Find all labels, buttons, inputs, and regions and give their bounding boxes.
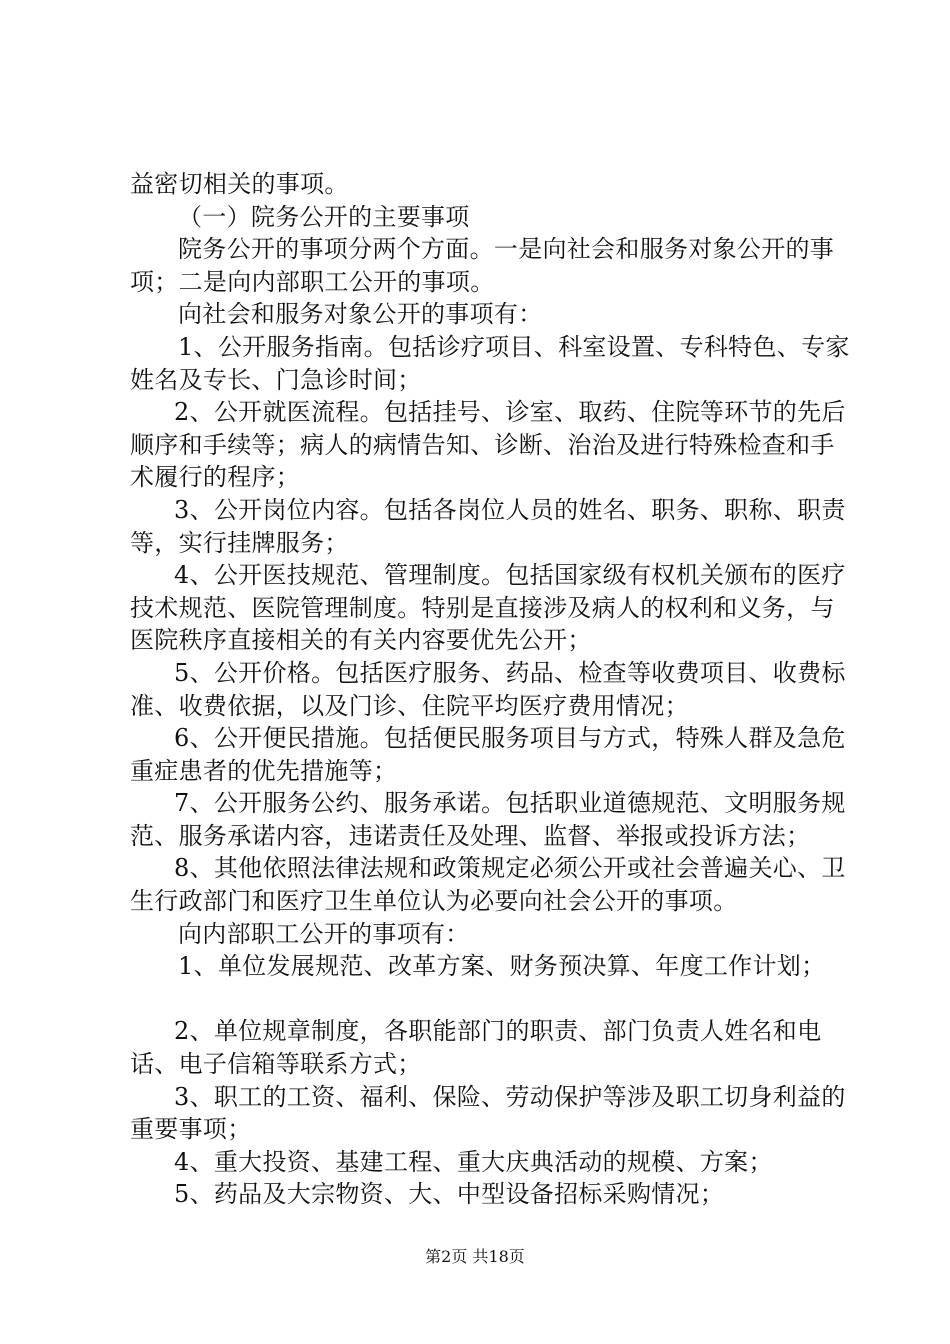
list-item: 4、重大投资、基建工程、重大庆典活动的规模、方案； xyxy=(174,1147,773,1176)
list-item: 5、药品及大宗物资、大、中型设备招标采购情况； xyxy=(174,1180,725,1209)
list-item: 3、公开岗位内容。包括各岗位人员的姓名、职务、职称、职责等，实行挂牌服务； xyxy=(130,495,846,557)
paragraph: 院务公开的事项分两个方面。一是向社会和服务对象公开的事项；二是向内部职工公开的事项。 xyxy=(130,235,835,296)
document-body xyxy=(130,168,850,1211)
paragraph: 向社会和服务对象公开的事项有： xyxy=(178,300,543,329)
list-item: 8、其他依照法律法规和政策规定必须公开或社会普遍关心、卫生行政部门和医疗卫生单位认为必要向社会公开的事项。 xyxy=(130,854,846,916)
list-item: 5、公开价格。包括医疗服务、药品、检查等收费项目、收费标准、收费依据，以及门诊、住院平均医疗费用情况； xyxy=(130,658,846,720)
page-footer xyxy=(0,1244,950,1267)
blank-line xyxy=(130,983,850,1016)
section-heading: （一）院务公开的主要事项 xyxy=(178,202,470,231)
list-item: 1、单位发展规范、改革方案、财务预决算、年度工作计划； xyxy=(178,952,826,981)
list-item: 1、公开服务指南。包括诊疗项目、科室设置、专科特色、专家姓名及专长、门急诊时间； xyxy=(130,332,850,394)
list-item: 4、公开医技规范、管理制度。包括国家级有权机关颁布的医疗技术规范、医院管理制度。特别是直接涉及病人的权利和义务，与医院秩序直接相关的有关内容要优先公开； xyxy=(130,561,846,655)
list-item: 3、职工的工资、福利、保险、劳动保护等涉及职工切身利益的重要事项； xyxy=(130,1082,846,1144)
list-item: 6、公开便民措施。包括便民服务项目与方式，特殊人群及急危重症患者的优先措施等； xyxy=(130,724,846,785)
paragraph: 向内部职工公开的事项有： xyxy=(178,919,470,948)
list-item: 2、单位规章制度，各职能部门的职责、部门负责人姓名和电话、电子信箱等联系方式； xyxy=(130,1017,822,1079)
paragraph-continuation: 益密切相关的事项。 xyxy=(130,170,349,198)
list-item: 2、公开就医流程。包括挂号、诊室、取药、住院等环节的先后顺序和手续等；病人的病情告知、诊断、治治及进行特殊检查和手术履行的程序； xyxy=(130,398,846,492)
page-number: 第2页 共18页 xyxy=(425,1247,525,1266)
list-item: 7、公开服务公约、服务承诺。包括职业道德规范、文明服务规范、服务承诺内容，违诺责任及处理、监督、举报或投诉方法； xyxy=(130,789,846,850)
